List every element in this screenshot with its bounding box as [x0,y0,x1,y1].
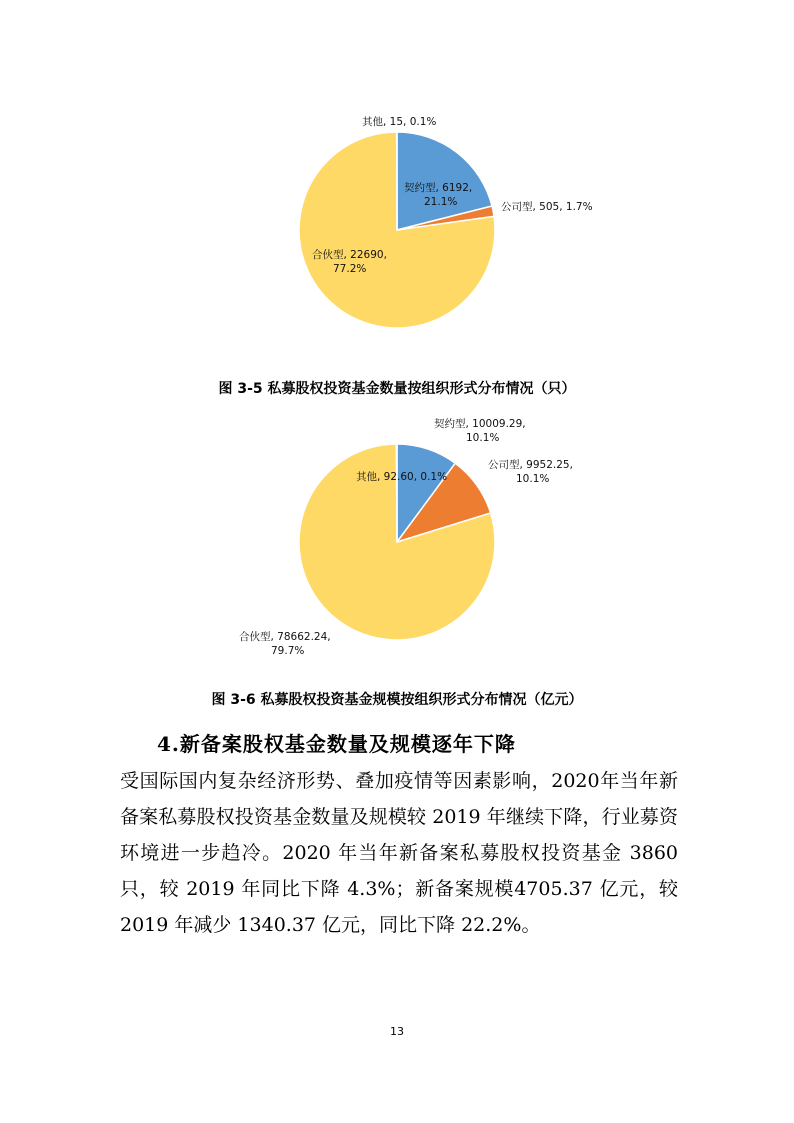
pie-label-契约型: 契约型, 10009.29, [434,418,526,430]
pie-label-其他: 其他, 92.60, 0.1% [356,471,448,483]
pie-label-percent-合伙型: 79.7% [271,645,305,657]
pie-slice-其他 [396,444,397,542]
pie-label-其他: 其他, 15, 0.1% [362,116,437,128]
body-paragraph: 受国际国内复杂经济形势、叠加疫情等因素影响，2020年当年新备案私募股权投资基金数量及规模较 2019 年继续下降，行业募资环境进一步趋冷。2020 年当年新备案私募股权投资基金 3860 只，较 2019 年同比下降 4.3%；新备案规模4705.37 亿元，较 2019 年减少 1340.37 亿元，同比下降 22.2%。 [120,770,678,936]
pie-label-percent-契约型: 21.1% [424,196,458,208]
page-number: 13 [390,1025,404,1038]
pie-chart-fund-scale [0,405,794,680]
pie-label-公司型: 公司型, 505, 1.7% [501,201,593,213]
pie-label-percent-公司型: 10.1% [516,473,550,485]
pie-chart-fund-scale-svg [0,405,794,680]
pie-label-契约型: 契约型, 6192, [404,182,473,194]
pie-chart-fund-count [0,100,794,360]
pie-label-percent-合伙型: 77.2% [333,263,367,275]
pie-label-percent-契约型: 10.1% [466,432,500,444]
figure-3-5-caption: 图 3-5 私募股权投资基金数量按组织形式分布情况（只） [218,381,576,397]
figure-3-6-caption: 图 3-6 私募股权投资基金规模按组织形式分布情况（亿元） [211,692,583,708]
pie-chart-fund-count-svg [0,100,794,360]
pie-label-合伙型: 合伙型, 78662.24, [239,631,331,643]
section-heading: 4.新备案股权基金数量及规模逐年下降 [157,732,516,756]
pie-label-合伙型: 合伙型, 22690, [312,249,387,261]
pie-label-公司型: 公司型, 9952.25, [488,459,573,471]
